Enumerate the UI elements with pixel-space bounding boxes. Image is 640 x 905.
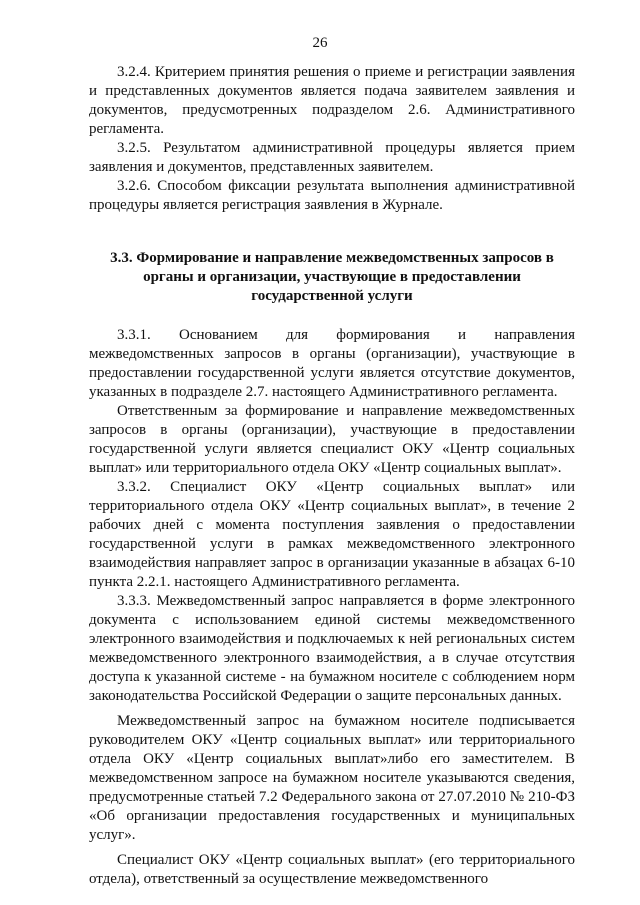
paragraph-responsible: Ответственным за формирование и направление межведомственных запросов в органы (организации), участвующие в предоставлении государственной услуги является специалист ОКУ «Центр социальных выплат» или территориального отдела ОКУ «Центр социальных выплат». xyxy=(89,403,575,476)
paragraph-3-2-6: 3.2.6. Способом фиксации результата выполнения административной процедуры является регистрация заявления в Журнале. xyxy=(89,178,575,213)
paragraph-3-2-4: 3.2.4. Критерием принятия решения о приеме и регистрации заявления и представленных документов является подача заявителем заявления и документов, предусмотренных подразделом 2.6. Административного регламента. xyxy=(89,64,575,137)
paragraph-paper-request: Межведомственный запрос на бумажном носителе подписывается руководителем ОКУ «Центр социальных выплат» или территориального отдела ОКУ «Центр социальных выплат»либо его заместителем. В межведомственном запросе на бумажном носителе указываются сведения, предусмотренные статьей 7.2 Федерального закона от 27.07.2010 № 210-ФЗ «Об организации предоставления государственных и муниципальных услуг». xyxy=(89,713,575,843)
page-number: 26 xyxy=(312,35,328,51)
document-body xyxy=(89,63,575,889)
paragraph-3-3-3: 3.3.3. Межведомственный запрос направляется в форме электронного документа с использованием единой системы межведомственного электронного взаимодействия и подключаемых к ней региональных систем межведомственного электронного взаимодействия, а в случае отсутствия доступа к указанной системе - на бумажном носителе с соблюдением норм законодательства Российской Федерации о защите персональных данных. xyxy=(89,593,575,704)
paragraph-specialist: Специалист ОКУ «Центр социальных выплат» (его территориального отдела), ответственный за осуществление межведомственного xyxy=(89,852,575,887)
paragraph-3-2-5: 3.2.5. Результатом административной процедуры является прием заявления и документов, представленных заявителем. xyxy=(89,140,575,175)
paragraph-3-3-1: 3.3.1. Основанием для формирования и направления межведомственных запросов в органы (организации), участвующие в предоставлении государственной услуги является отсутствие документов, указанных в подразделе 2.7. настоящего Административного регламента. xyxy=(89,327,575,400)
paragraph-3-3-2: 3.3.2. Специалист ОКУ «Центр социальных выплат» или территориального отдела ОКУ «Центр социальных выплат», в течение 2 рабочих дней с момента поступления заявления о предоставлении государственной услуги в рамках межведомственного электронного взаимодействия направляет запрос в организации указанные в абзацах 6-10 пункта 2.2.1. настоящего Административного регламента. xyxy=(89,479,575,590)
section-heading-3-3: 3.3. Формирование и направление межведомственных запросов в органы и организации, участвующие в предоставлении государственной услуги xyxy=(110,250,554,304)
